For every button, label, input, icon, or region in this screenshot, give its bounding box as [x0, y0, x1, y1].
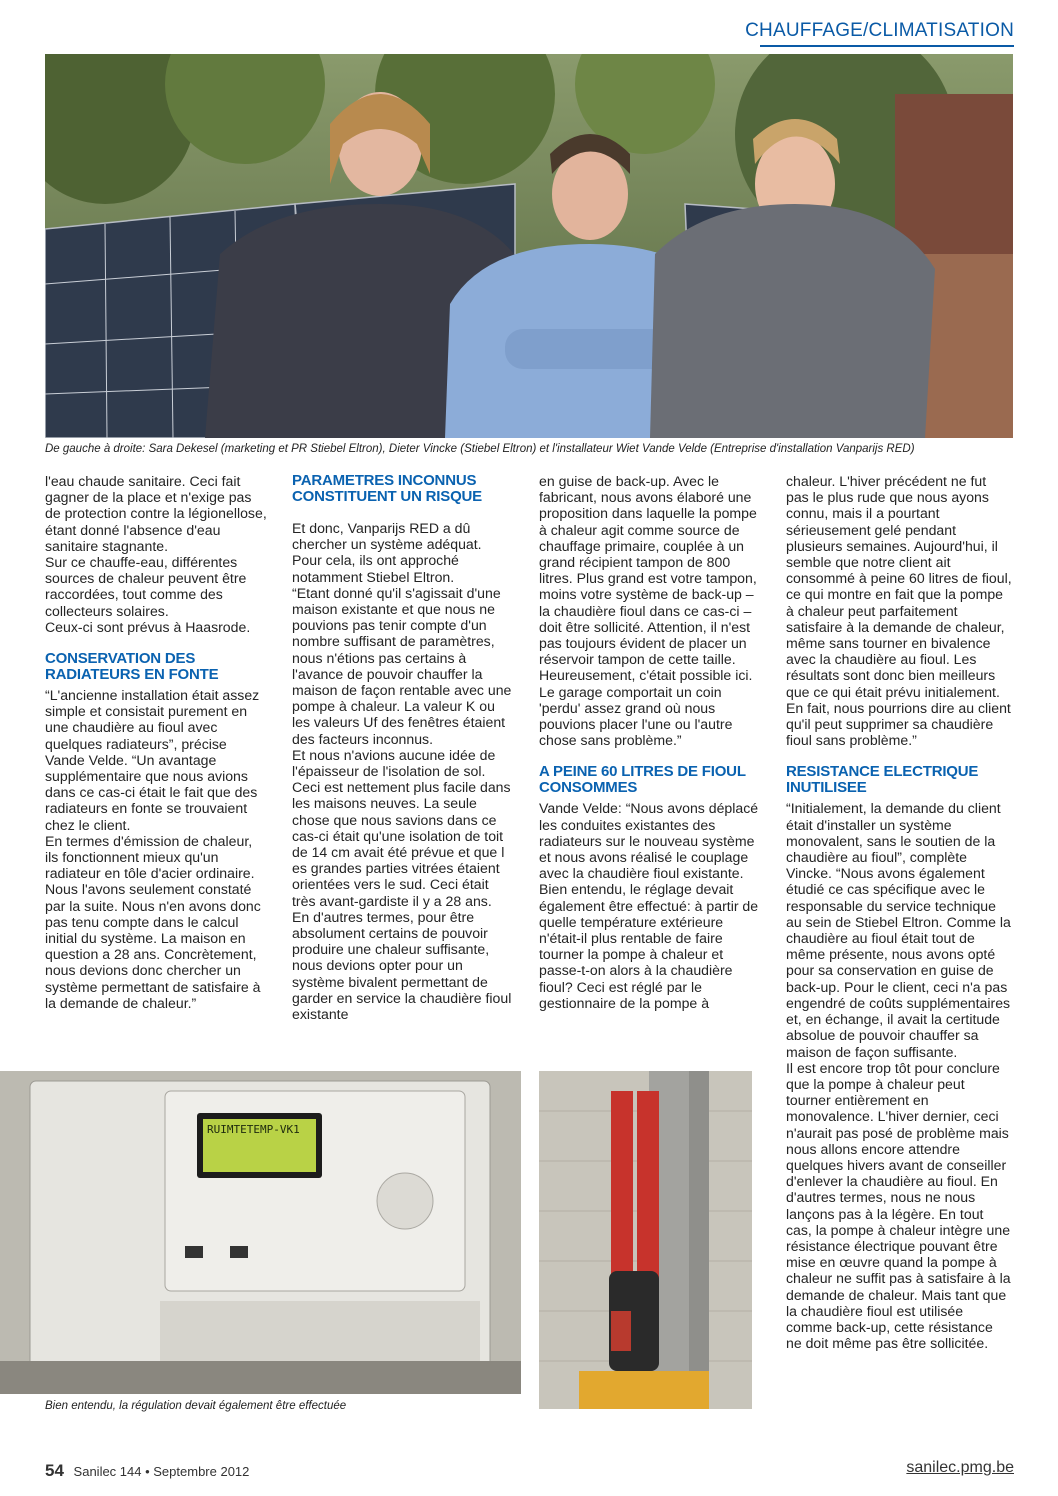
- team-photo-caption: De gauche à droite: Sara Dekesel (marketing et PR Stiebel Eltron), Dieter Vincke (Stiebel Eltron) et l'installateur Wiet Vande Velde (Entreprise d'installation Vanparijs RED): [45, 443, 915, 455]
- paragraph: l'eau chaude sanitaire. Ceci fait gagner de la place et n'exige pas de protection contre la légionellose, étant donné l'absence d'eau sanitaire stagnante.: [45, 473, 267, 554]
- page-number: 54: [45, 1461, 64, 1480]
- paragraph: En d'autres termes, pour être absolument certains de pouvoir produire une chaleur suffisante, nous devions opter pour un système bivalent permettant de garder en service la chaudière fioul existante: [292, 908, 512, 1023]
- paragraph: “Initialement, la demande du client était d'installer un système monovalent, sans le soutien de la chaudière au fioul”, complète Vincke. “Nous avons également étudié ce cas spécifique avec le responsable du service technique au sein de Stiebel Eltron. Comme la chaudière au fioul était tout de même présente, nous avons opté pour sa conservation en guise de back-up. Pour le client, ceci n'a pas engendré de coûts supplémentaires et, en échange, il avait la certitude absolue de pouvoir chauffer sa maison de façon suffisante.: [786, 800, 1011, 1060]
- paragraph: Sur ce chauffe-eau, différentes sources de chaleur peuvent être raccordées, tout comme des collecteurs solaires.: [45, 554, 247, 619]
- section-label: CHAUFFAGE/CLIMATISATION: [745, 20, 1014, 41]
- controller-photo: [0, 1071, 521, 1394]
- column-1: [45, 473, 267, 1011]
- paragraph: “L'ancienne installation était assez simple et consistait purement en une chaudière au fioul avec quelques radiateurs”, précise Vande Velde. “Un avantage supplémentaire que nous avions dans ce cas-ci était le fait que des radiateurs en fonte se trouvaient chez le client.: [45, 687, 260, 833]
- paragraph: Ceux-ci sont prévus à Haasrode.: [45, 618, 251, 635]
- issue-label: Sanilec 144 • Septembre 2012: [73, 1464, 250, 1479]
- pipes-photo: [539, 1071, 752, 1409]
- team-photo: [45, 54, 1013, 438]
- section-rule: [760, 45, 1014, 47]
- column-2: [292, 473, 514, 1022]
- paragraph: “Etant donné qu'il s'agissait d'une maison existante et que nous ne pouvions pas tenir compte d'un nombre suffisant de paramètres, nous n'étions pas certains à l'avance de pouvoir chauffer la maison de façon rentable avec une pompe à chaleur. La valeur K ou les valeurs Uf des fenêtres étaient des facteurs inconnus.: [292, 584, 512, 747]
- paragraph: En termes d'émission de chaleur, ils fonctionnent mieux qu'un radiateur en tôle d'acier ordinaire. Nous l'avons seulement constaté par la suite. Nous n'en avons donc pas tenu compte dans le calcul initial du système. La maison en question a 28 ans. Concrètement, nous devions donc chercher un système permettant de satisfaire à la demande de chaleur.”: [45, 832, 261, 1011]
- paragraph: Bien entendu, le réglage devait également être effectué: à partir de quelle température extérieure n'était-il plus rentable de faire tourner la pompe à chaleur et passe-t-on alors à la chaudière fioul? Ceci est réglé par le gestionnaire de la pompe à: [539, 881, 759, 1011]
- paragraph: chaleur. L'hiver précédent ne fut pas le plus rude que nous ayons connu, mais il a pourtant sérieusement gelé pendant plusieurs semaines. Aujourd'hui, il semble que notre client ait consommé à peine 60 litres de fioul, ce qui montre en fait que la pompe à chaleur peut parfaitement satisfaire à la demande de chaleur, même sans tourner en bivalence avec la chaudière au fioul. Les résultats sont donc bien meilleurs que ce qui était prévu initialement. En fait, nous pourrions dire au client qu'il peut supprimer sa chaudière fioul sans problème.”: [786, 473, 1012, 749]
- page-footer: [45, 1461, 249, 1481]
- subheading: PARAMETRES INCONNUS CONSTITUENT UN RISQUE: [292, 472, 482, 505]
- column-3: [539, 473, 761, 1011]
- paragraph: en guise de back-up. Avec le fabricant, nous avons élaboré une proposition dans laquelle la pompe à chaleur agit comme source de chauffage primaire, couplée à un grand récipient tampon de 800 litres. Plus grand est votre tampon, moins votre système de back-up – la chaudière fioul dans ce cas-ci – doit être sollicité. Attention, il n'est pas toujours évident de placer un réservoir tampon de cette taille. Heureusement, c'était possible ici. Le garage comportait un coin 'perdu' assez grand où nous pouvions placer l'une ou l'autre chose sans problème.”: [539, 473, 757, 749]
- paragraph: Et donc, Vanparijs RED a dû chercher un système adéquat. Pour cela, ils ont approché notamment Stiebel Eltron.: [292, 520, 482, 585]
- lcd-display-text: RUIMTETEMP-VK1: [207, 1123, 300, 1136]
- paragraph: Il est encore trop tôt pour conclure que la pompe à chaleur peut tourner entièrement en monovalence. L'hiver dernier, ceci n'aurait pas posé de problème mais nous allons encore attendre quelques hivers avant de conseiller d'enlever la chaudière au fioul. En d'autres termes, nous ne nous lançons pas à la légère. En tout cas, la pompe à chaleur intègre une résistance électrique pouvant être mise en œuvre quand la pompe à chaleur ne suffit pas à satisfaire à la demande de chaleur. Mais tant que la chaudière fioul est utilisée comme back-up, cette résistance ne doit même pas être sollicitée.: [786, 1059, 1011, 1352]
- subheading: RESISTANCE ELECTRIQUE INUTILISEE: [786, 763, 979, 796]
- controller-photo-caption: Bien entendu, la régulation devait également être effectuée: [45, 1400, 347, 1412]
- subheading: A PEINE 60 LITRES DE FIOUL CONSOMMES: [539, 763, 746, 796]
- paragraph: Vande Velde: “Nous avons déplacé les conduites existantes des radiateurs sur le nouveau système et nous avons réalisé le couplage avec la chaudière fioul existante.: [539, 800, 759, 882]
- subheading: CONSERVATION DES RADIATEURS EN FONTE: [45, 650, 219, 683]
- website-link[interactable]: sanilec.pmg.be: [906, 1459, 1014, 1476]
- paragraph: Et nous n'avions aucune idée de l'épaisseur de l'isolation de sol. Ceci est nettement plus facile dans les maisons neuves. La seule chose que nous savions dans ce cas-ci était qu'une isolation de toit de 14 cm avait été prévue et que l es grandes parties vitrées étaient orientées vers le sud. Ceci était très avant-gardiste il y a 28 ans.: [292, 746, 511, 909]
- column-4: [786, 473, 1012, 1351]
